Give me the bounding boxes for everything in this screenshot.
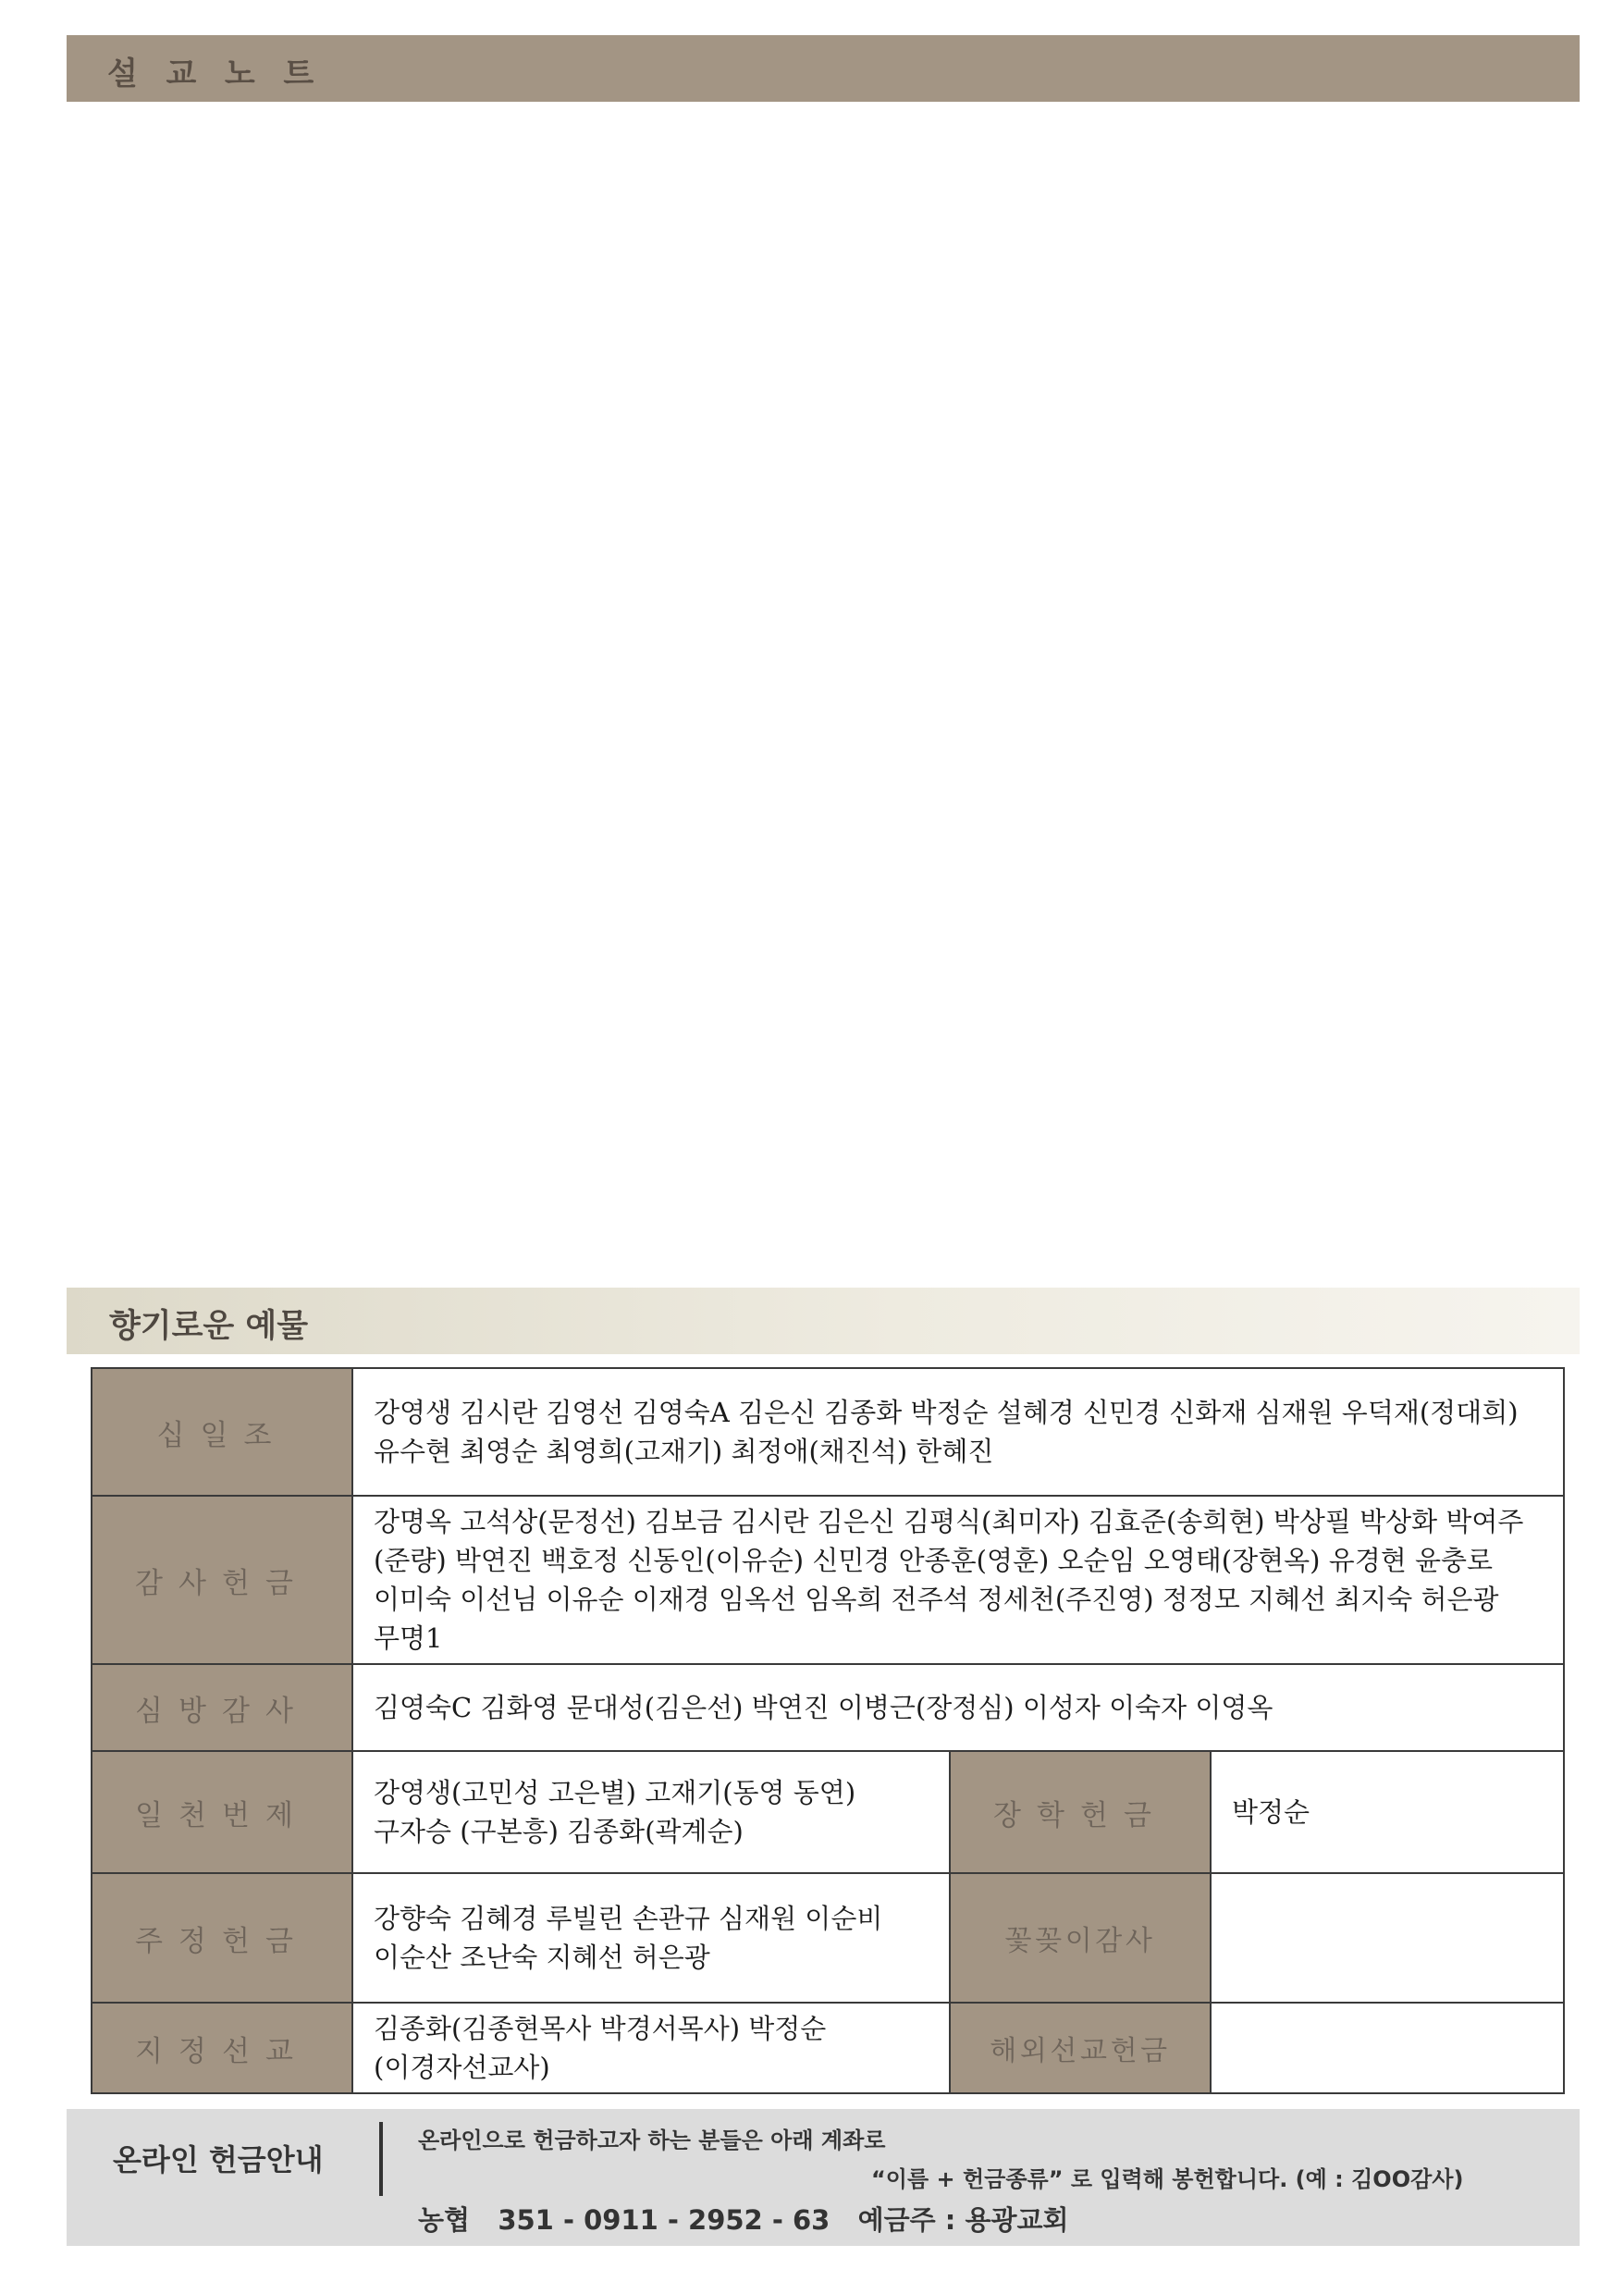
bank-account-info: 농협 351 - 0911 - 2952 - 63 예금주 : 용광교회 [418,2204,1069,2236]
table-row [92,1496,1564,1664]
thanks-offering-label: 감사헌금 [92,1496,352,1664]
table-row [92,1751,1564,1873]
tithe-names: 강영생 김시란 김영선 김영숙A 김은신 김종화 박정순 설혜경 신민경 신화재 심재원 우덕재(정대희) 유수현 최영순 최영희(고재기) 최정애(채진석) 한혜진 [352,1368,1564,1496]
visit-thanks-names: 김영숙C 김화영 문대성(김은선) 박연진 이병근(장정심) 이성자 이숙자 이영옥 [352,1664,1564,1751]
tithe-label: 십일조 [92,1368,352,1496]
table-row [92,1664,1564,1751]
sermon-notes-header [67,35,1580,102]
online-instruction-line2: “이름 + 헌금종류” 로 입력해 봉헌합니다. (예 : 김OO감사) [871,2166,1464,2192]
online-divider [379,2122,383,2196]
sermon-notes-area [67,120,1580,1276]
offerings-header [67,1288,1580,1354]
overseas-mission-names [1211,2003,1564,2093]
offerings-title: 향기로운 예물 [109,1308,309,1345]
scholarship-names: 박정순 [1211,1751,1564,1873]
thousand-offering-label: 일천번제 [92,1751,352,1873]
online-instruction-line1: 온라인으로 헌금하고자 하는 분들은 아래 계좌로 [418,2128,886,2153]
online-offering-title: 온라인 헌금안내 [113,2142,324,2177]
weekly-offering-names: 강향숙 김혜경 루빌린 손관규 심재원 이순비 이순산 조난숙 지혜선 허은광 [352,1873,950,2003]
thanks-offering-names: 강명옥 고석상(문정선) 김보금 김시란 김은신 김평식(최미자) 김효준(송희현) 박상필 박상화 박여주(준량) 박연진 백호정 신동인(이유순) 신민경 안종훈(영훈) 오순임 오영태(장현옥) 유경현 윤충로 이미숙 이선님 이유순 이재경 임옥선 임옥희 전주석 정세천(주진영) 정정모 지혜선 최지숙 허은광 무명1 [352,1496,1564,1664]
visit-thanks-label: 심방감사 [92,1664,352,1751]
flower-thanks-label: 꽃꽂이감사 [950,1873,1211,2003]
designated-mission-names: 김종화(김종현목사 박경서목사) 박정순(이경자선교사) [352,2003,950,2093]
table-row [92,1873,1564,2003]
designated-mission-label: 지정선교 [92,2003,352,2093]
table-row [92,2003,1564,2093]
weekly-offering-label: 주정헌금 [92,1873,352,2003]
flower-thanks-names [1211,1873,1564,2003]
offerings-table [91,1367,1565,2094]
sermon-notes-title: 설교노트 [107,56,342,92]
overseas-mission-label: 해외선교헌금 [950,2003,1211,2093]
table-row [92,1368,1564,1496]
thousand-offering-names: 강영생(고민성 고은별) 고재기(동영 동연) 구자승 (구본흥) 김종화(곽계순) [352,1751,950,1873]
online-offering-box [67,2109,1580,2246]
scholarship-label: 장학헌금 [950,1751,1211,1873]
